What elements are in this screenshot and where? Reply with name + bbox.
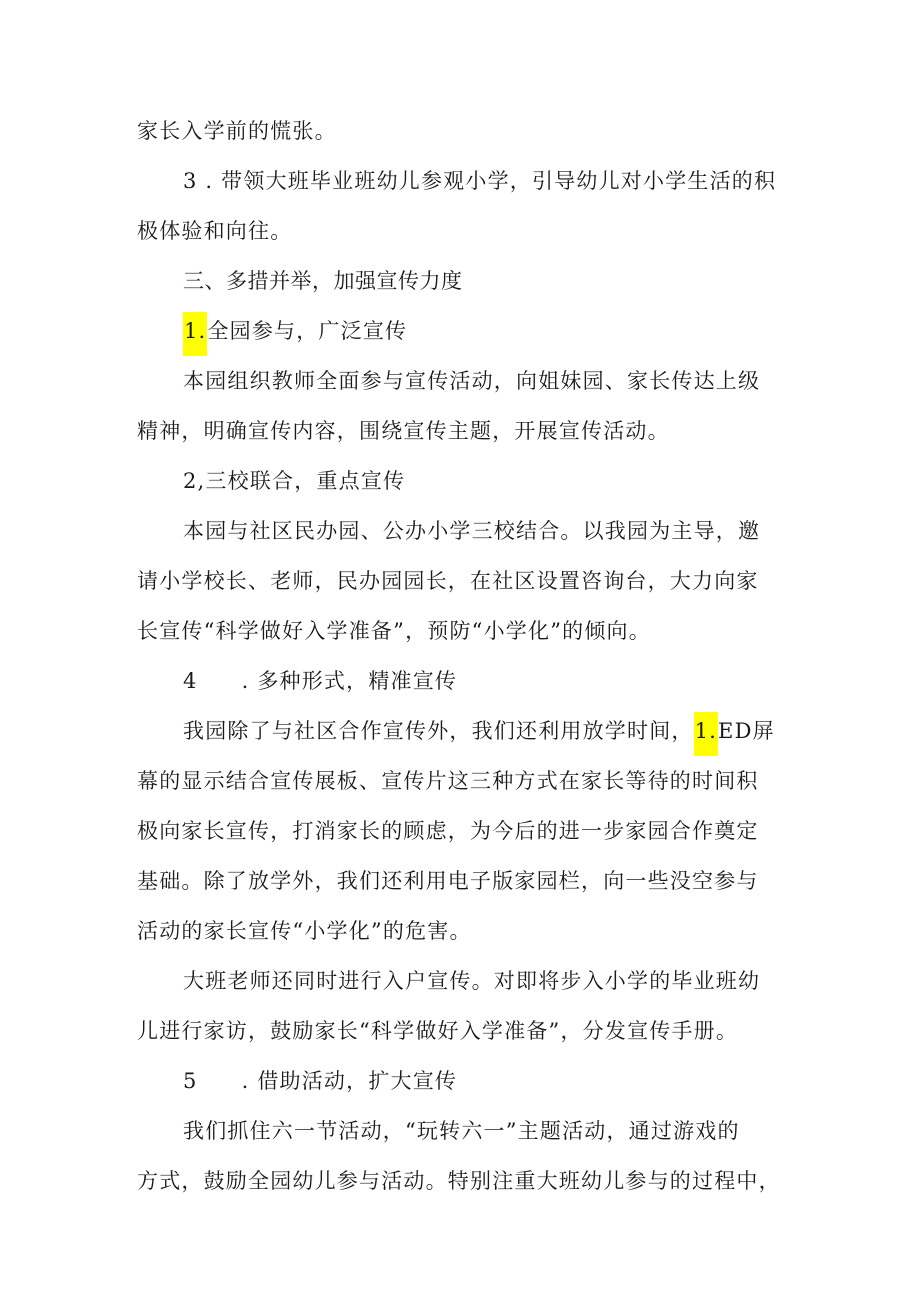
item-heading bbox=[183, 1066, 457, 1096]
highlighted-number: 1. bbox=[694, 712, 718, 756]
item-heading: 2,三校联合，重点宣传 bbox=[183, 469, 406, 493]
paragraph-line: 儿进行家访，鼓励家长“科学做好入学准备”，分发宣传手册。 bbox=[137, 1019, 739, 1043]
paragraph-line: 本园与社区民办园、公办小学三校结合。以我园为主导，邀 bbox=[183, 519, 761, 543]
item-heading bbox=[183, 316, 407, 346]
item-number: 5 bbox=[183, 1069, 198, 1093]
paragraph-line: 极向家长宣传，打消家长的顾虑，为今后的进一步家园合作奠定 bbox=[137, 819, 759, 843]
item-title: . 借助活动，扩大宣传 bbox=[241, 1069, 458, 1093]
paragraph-line: 家长入学前的慌张。 bbox=[137, 119, 337, 143]
paragraph-line: 大班老师还同时进行入户宣传。对即将步入小学的毕业班幼 bbox=[183, 969, 761, 993]
paragraph-line: 活动的家长宣传“小学化”的危害。 bbox=[137, 919, 472, 943]
highlighted-number: 1. bbox=[183, 312, 207, 356]
text-run: ED屏 bbox=[718, 719, 775, 743]
paragraph-line: 本园组织教师全面参与宣传活动，向姐妹园、家长传达上级 bbox=[183, 369, 761, 393]
item-title: 全园参与，广泛宣传 bbox=[207, 319, 408, 343]
paragraph-line bbox=[183, 716, 775, 746]
paragraph-line: 精神，明确宣传内容，围绕宣传主题，开展宣传活动。 bbox=[137, 419, 670, 443]
paragraph-line: 基础。除了放学外，我们还利用电子版家园栏，向一些没空参与 bbox=[137, 869, 759, 893]
paragraph-line: 长宣传“科学做好入学准备”，预防“小学化”的倾向。 bbox=[137, 619, 651, 643]
text-run: 我园除了与社区合作宣传外，我们还利用放学时间， bbox=[183, 719, 694, 743]
item-number: 4 bbox=[183, 669, 198, 693]
item-title: . 多种形式，精准宣传 bbox=[241, 669, 458, 693]
paragraph-line: 3 . 带领大班毕业班幼儿参观小学，引导幼儿对小学生活的积 bbox=[183, 169, 777, 193]
item-heading bbox=[183, 666, 457, 696]
paragraph-line: 方式，鼓励全园幼儿参与活动。特别注重大班幼儿参与的过程中， bbox=[137, 1169, 781, 1193]
paragraph-line: 请小学校长、老师，民办园园长，在社区设置咨询台，大力向家 bbox=[137, 569, 759, 593]
paragraph-line: 极体验和向往。 bbox=[137, 219, 293, 243]
paragraph-line: 我们抓住六一节活动，“玩转六一”主题活动，通过游戏的 bbox=[183, 1119, 740, 1143]
paragraph-line: 幕的显示结合宣传展板、宣传片这三种方式在家长等待的时间积 bbox=[137, 769, 759, 793]
section-heading: 三、多措并举，加强宣传力度 bbox=[183, 269, 463, 293]
